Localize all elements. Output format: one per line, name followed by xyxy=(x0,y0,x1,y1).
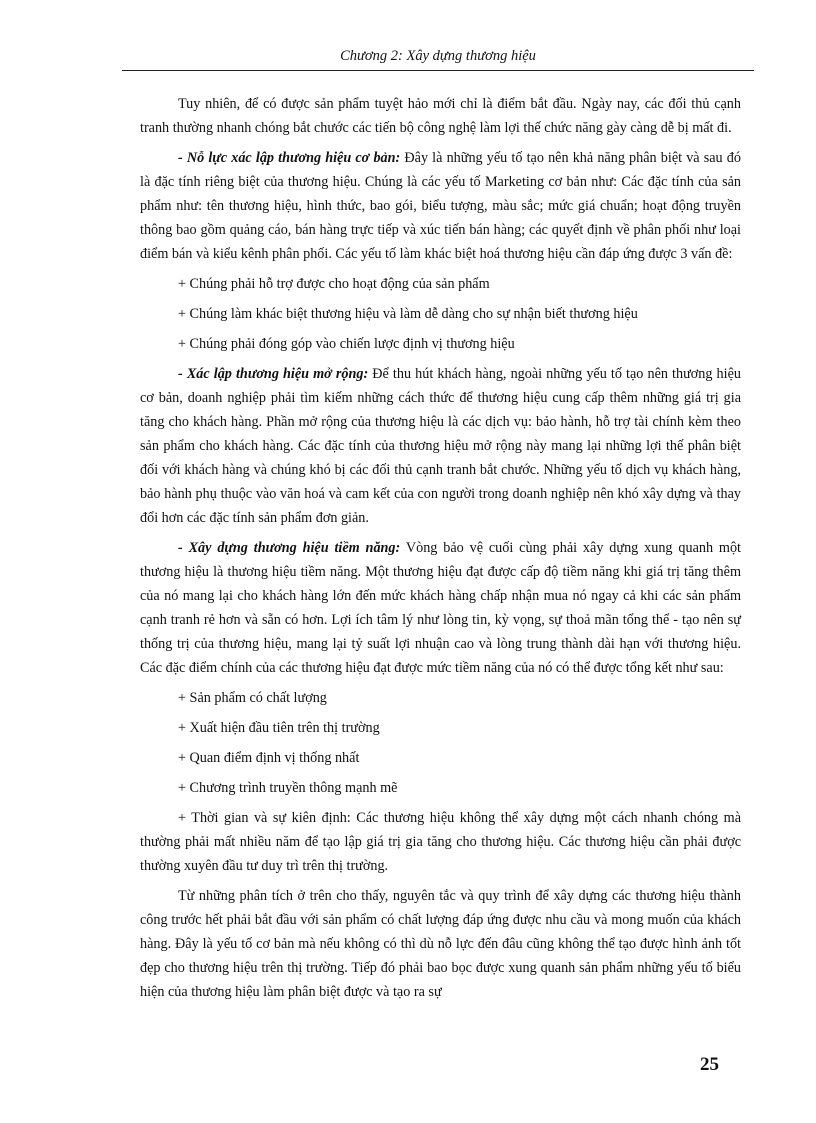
list-item: + Chúng phải hỗ trợ được cho hoạt động của sản phẩm xyxy=(178,276,490,292)
chapter-header: Chương 2: Xây dựng thương hiệu xyxy=(340,48,536,64)
paragraph-intro: Tuy nhiên, để có được sản phẩm tuyệt hảo mới chỉ là điểm bắt đầu. Ngày nay, các đối thủ cạnh tranh thường nhanh chóng bắt chước các tiến bộ công nghệ làm lợi thế chức năng gày càng dễ bị mất đi. xyxy=(140,96,741,136)
header-rule xyxy=(122,70,754,71)
page-body xyxy=(140,92,741,1010)
paragraph-lead: - Nỗ lực xác lập thương hiệu cơ bản: xyxy=(178,150,401,166)
paragraph-basic-branding xyxy=(140,146,741,266)
paragraph-potential-branding xyxy=(140,536,741,680)
list-item: + Chúng làm khác biệt thương hiệu và làm dễ dàng cho sự nhận biết thương hiệu xyxy=(178,306,638,322)
paragraph-lead: - Xác lập thương hiệu mở rộng: xyxy=(178,366,369,382)
list-item: + Sản phẩm có chất lượng xyxy=(178,690,327,706)
paragraph-text: Để thu hút khách hàng, ngoài những yếu tố tạo nên thương hiệu cơ bản, doanh nghiệp phải tìm kiếm những cách thức để thương hiệu cung cấp thêm những giá trị gia tăng cho khách hàng. Phần mở rộng của thương hiệu là các dịch vụ: bảo hành, hỗ trợ tài chính kèm theo sản phẩm cho khách hàng. Các đặc tính của thương hiệu mở rộng này mang lại những lợi thế phân biệt đối với khách hàng và chúng khó bị các đối thủ cạnh tranh bắt chước. Những yếu tố dịch vụ khách hàng, bảo hành phụ thuộc vào văn hoá và cam kết của con người trong doanh nghiệp nên khó xây dựng và thay đổi hơn các đặc tính sản phẩm đơn giản. xyxy=(140,366,741,526)
list-item: + Xuất hiện đầu tiên trên thị trường xyxy=(178,720,380,736)
paragraph-extended-branding xyxy=(140,362,741,530)
list-item: + Chương trình truyền thông mạnh mẽ xyxy=(178,780,398,796)
paragraph-conclusion: Từ những phân tích ở trên cho thấy, nguyên tắc và quy trình để xây dựng các thương hiệu thành công trước hết phải bắt đầu với sản phẩm có chất lượng đáp ứng được nhu cầu và mong muốn của khách hàng. Đây là yếu tố cơ bản mà nếu không có thì dù nỗ lực đến đâu cũng không thể tạo được hình ảnh tốt đẹp cho thương hiệu trên thị trường. Tiếp đó phải bao bọc được xung quanh sản phẩm những yếu tố biểu hiện của thương hiệu làm phân biệt được và tạo ra sự xyxy=(140,888,741,1000)
paragraph-time-consistency: + Thời gian và sự kiên định: Các thương hiệu không thể xây dựng một cách nhanh chóng mà thường phải mất nhiều năm để tạo lập giá trị gia tăng cho thương hiệu. Các thương hiệu cần phải được thường xuyên đầu tư duy trì trên thị trường. xyxy=(140,810,741,874)
paragraph-text: Vòng bảo vệ cuối cùng phải xây dựng xung quanh một thương hiệu là thương hiệu tiềm năng. Một thương hiệu đạt được cấp độ tiềm năng khi giá trị tăng thêm của nó mang lại cho khách hàng lớn đến mức khách hàng chấp nhận mua nó ngay cả khi các sản phẩm cạnh tranh rẻ hơn và sẵn có hơn. Lợi ích tâm lý như lòng tin, kỳ vọng, sự thoả mãn tổng thể - tạo nên sự thống trị của thương hiệu, mang lại tỷ suất lợi nhuận cao và lòng trung thành dài hạn với thương hiệu. Các đặc điểm chính của các thương hiệu đạt được mức tiềm năng của nó có thể được tổng kết như sau: xyxy=(140,540,741,676)
list-item: + Quan điểm định vị thống nhất xyxy=(178,750,360,766)
paragraph-lead: - Xây dựng thương hiệu tiềm năng: xyxy=(178,540,401,556)
paragraph-text: Đây là những yếu tố tạo nên khả năng phân biệt và sau đó là đặc tính riêng biệt của thương hiệu. Chúng là các yếu tố Marketing cơ bản như: Các đặc tính của sản phẩm như: tên thương hiệu, hình thức, bao gói, biểu tượng, màu sắc; mức giá chuẩn; hoạt động truyền thông bao gồm quảng cáo, bán hàng trực tiếp và xúc tiến bán hàng; các quyết định về phân phối như loại điểm bán và kiểu kênh phân phối. Các yếu tố làm khác biệt hoá thương hiệu cần đáp ứng được 3 vấn đề: xyxy=(140,150,741,262)
page-number: 25 xyxy=(700,1054,719,1075)
list-item: + Chúng phải đóng góp vào chiến lược định vị thương hiệu xyxy=(178,336,515,352)
